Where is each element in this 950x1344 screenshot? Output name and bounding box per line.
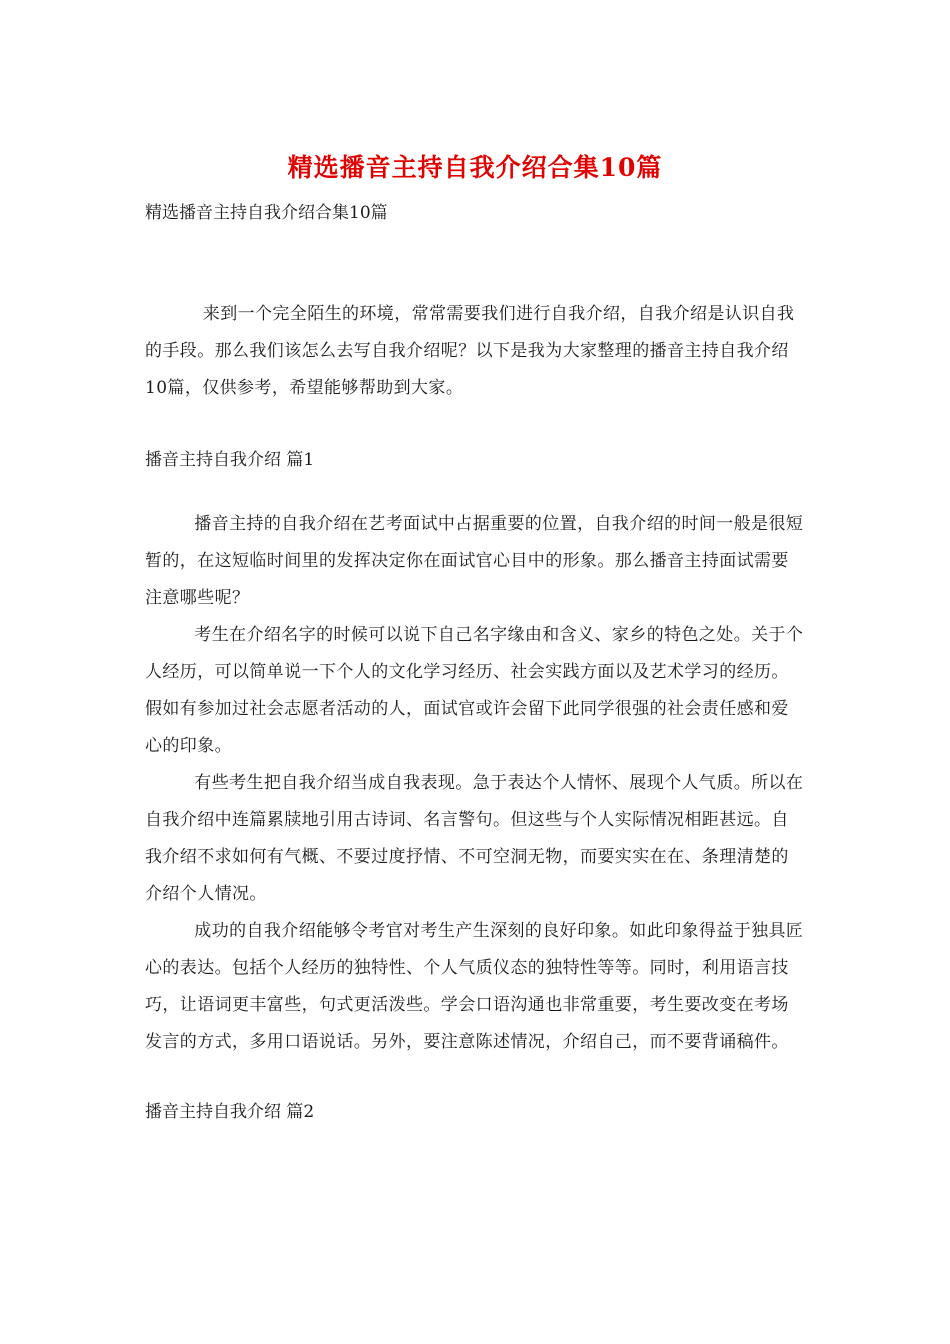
document-title: 精选播音主持自我介绍合集10篇	[287, 153, 663, 182]
section-1-paragraph: 有些考生把自我介绍当成自我表现。急于表达个人情怀、展现个人气质。所以在自我介绍中连篇累牍地引用古诗词、名言警句。但这些与个人实际情况相距甚远。自我介绍不求如何有气概、不要过度抒情、不可空洞无物，而要实实在在、条理清楚的介绍个人情况。	[145, 773, 804, 904]
document-subtitle: 精选播音主持自我介绍合集10篇	[145, 203, 388, 223]
section-1-body	[145, 506, 805, 1061]
section-1-paragraph: 播音主持的自我介绍在艺考面试中占据重要的位置，自我介绍的时间一般是很短暂的，在这短临时间里的发挥决定你在面试官心目中的形象。那么播音主持面试需要注意哪些呢？	[145, 514, 804, 608]
section-heading-1: 播音主持自我介绍 篇1	[145, 450, 315, 470]
section-1-paragraph: 考生在介绍名字的时候可以说下自己名字缘由和含义、家乡的特色之处。关于个人经历，可以简单说一下个人的文化学习经历、社会实践方面以及艺术学习的经历。假如有参加过社会志愿者活动的人，面试官或许会留下此同学很强的社会责任感和爱心的印象。	[145, 625, 804, 756]
intro-block	[145, 296, 805, 407]
section-1-paragraph: 成功的自我介绍能够令考官对考生产生深刻的良好印象。如此印象得益于独具匠心的表达。包括个人经历的独特性、个人气质仪态的独特性等等。同时，利用语言技巧，让语词更丰富些，句式更活泼些。学会口语沟通也非常重要，考生要改变在考场发言的方式，多用口语说话。另外，要注意陈述情况，介绍自己，而不要背诵稿件。	[145, 921, 804, 1052]
intro-paragraph: 来到一个完全陌生的环境，常常需要我们进行自我介绍，自我介绍是认识自我的手段。那么我们该怎么去写自我介绍呢？以下是我为大家整理的播音主持自我介绍10篇，仅供参考，希望能够帮助到大家。	[145, 304, 795, 398]
section-heading-2: 播音主持自我介绍 篇2	[145, 1102, 315, 1122]
